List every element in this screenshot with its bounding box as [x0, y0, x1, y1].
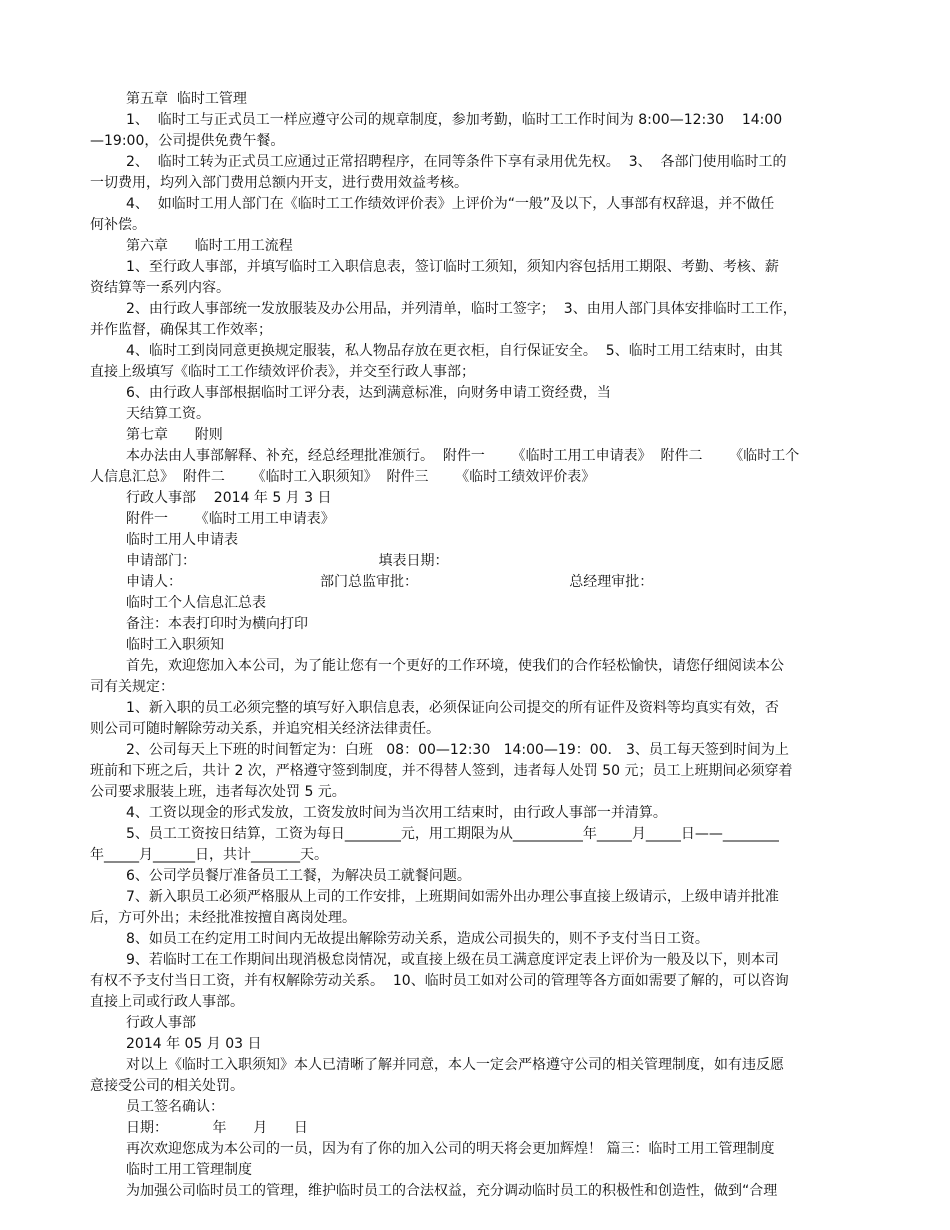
- text-line: 再次欢迎您成为本公司的一员，因为有了你的加入公司的明天将会更加辉煌！ 篇三：临时工用工管理制度: [126, 1141, 775, 1157]
- text-line: 意接受公司的相关处罚。: [90, 1078, 244, 1094]
- attachment-title: 附件一 《临时工用工申请表》: [126, 511, 335, 527]
- date-field: 日期： 年 月 日: [126, 1120, 308, 1136]
- text-line: 4、临时工到岗同意更换规定服装，私人物品存放在更衣柜，自行保证安全。 5、临时工用工结束时，由其: [126, 343, 783, 359]
- form-fields-row-2: 申请人： 部门总监审批： 总经理审批：: [126, 574, 654, 590]
- text-line: 对以上《临时工入职须知》本人已清晰了解并同意，本人一定会严格遵守公司的相关管理制度，如有违反愿: [126, 1057, 784, 1073]
- signature-date: 2014 年 05 月 03 日: [126, 1036, 262, 1052]
- text-line: 为加强公司临时员工的管理，维护临时员工的合法权益，充分调动临时员工的积极性和创造性，做到“合理: [126, 1183, 778, 1199]
- text-line: 1、 临时工与正式员工一样应遵守公司的规章制度，参加考勤，临时工工作时间为 8:00—12:30 14:00: [126, 112, 783, 128]
- text-line: 6、公司学员餐厅准备员工工餐，为解决员工就餐问题。: [126, 868, 471, 884]
- text-line: 人信息汇总》 附件二 《临时工入职须知》 附件三 《临时工绩效评价表》: [90, 469, 596, 485]
- form-title: 临时工用人申请表: [126, 532, 238, 548]
- employee-signature-label: 员工签名确认：: [126, 1099, 224, 1115]
- text-line: 2、公司每天上下班的时间暂定为：白班 08：00—12:30 14:00—19：00． 3、员工每天签到时间为上: [126, 742, 789, 758]
- text-line: 4、工资以现金的形式发放，工资发放时间为当次用工结束时，由行政人事部一并清算。: [126, 805, 667, 821]
- text-line: 本办法由人事部解释、补充，经总经理批准颁行。 附件一 《临时工用工申请表》 附件二 《临时工个: [126, 448, 800, 464]
- text-line: 6、由行政人事部根据临时工评分表，达到满意标准，向财务申请工资经费，当: [126, 385, 611, 401]
- chapter-7-heading: 第七章 附则: [126, 427, 223, 443]
- text-line: 司有关规定：: [90, 679, 174, 695]
- text-line: 一切费用，均列入部门费用总额内开支，进行费用效益考核。: [90, 175, 468, 191]
- text-line: 1、新入职的员工必须完整的填写好入职信息表，必须保证向公司提交的所有证件及资料等均真实有效，否: [126, 700, 779, 716]
- text-line: 2、 临时工转为正式员工应通过正常招聘程序，在同等条件下享有录用优先权。 3、 各部门使用临时工的: [126, 154, 787, 170]
- text-line: 首先，欢迎您加入本公司，为了能让您有一个更好的工作环境，使我们的合作轻松愉快，请您仔细阅读本公: [126, 658, 784, 674]
- text-line: 2、由行政人事部统一发放服装及办公用品，并列清单，临时工签字； 3、由用人部门具体安排临时工工作，: [126, 301, 797, 317]
- text-line: 7、新入职员工必须严格服从上司的工作安排，上班期间如需外出办理公事直接上级请示，上级申请并批准: [126, 889, 779, 905]
- text-line: 天结算工资。: [126, 406, 210, 422]
- text-line: 直接上级填写《临时工工作绩效评价表》，并交至行政人事部；: [90, 364, 475, 380]
- chapter-5-heading: 第五章 临时工管理: [126, 91, 247, 107]
- text-line: 8、如员工在约定用工时间内无故提出解除劳动关系，造成公司损失的，则不予支付当日工资。: [126, 931, 709, 947]
- chapter-6-heading: 第六章 临时工用工流程: [126, 238, 293, 254]
- form-title: 临时工个人信息汇总表: [126, 595, 266, 611]
- signature-dept-date: 行政人事部 2014 年 5 月 3 日: [126, 490, 332, 506]
- text-line: 1、至行政人事部，并填写临时工入职信息表，签订临时工须知，须知内容包括用工期限、考勤、考核、薪: [126, 259, 779, 275]
- text-line: 班前和下班之后，共计 2 次，严格遵守签到制度，并不得替人签到，违者每人处罚 50 元；员工上班期间必须穿着: [90, 763, 793, 779]
- section-title: 临时工用工管理制度: [126, 1162, 252, 1178]
- text-line: 何补偿。: [90, 217, 146, 233]
- note-line: 备注：本表打印时为横向打印: [126, 616, 308, 632]
- text-line: 直接上司或行政人事部。: [90, 994, 244, 1010]
- text-line: 有权不予支付当日工资，并有权解除劳动关系。 10、临时员工如对公司的管理等各方面如需要了解的，可以咨询: [90, 973, 789, 989]
- text-line: —19:00，公司提供免费午餐。: [90, 133, 285, 149]
- text-line: 资结算等一系列内容。: [90, 280, 230, 296]
- text-line: 9、若临时工在工作期间出现消极怠岗情况，或直接上级在员工满意度评定表上评价为一般及以下，则本司: [126, 952, 779, 968]
- text-line: 并作监督，确保其工作效率；: [90, 322, 272, 338]
- section-title: 临时工入职须知: [126, 637, 224, 653]
- text-line: 后，方可外出；未经批准按擅自离岗处理。: [90, 910, 356, 926]
- text-line: 则公司可随时解除劳动关系，并追究相关经济法律责任。: [90, 721, 440, 737]
- text-line: 5、员工工资按日结算，工资为每日________元，用工期限为从__________年_____月_____日——________: [126, 826, 779, 842]
- form-fields-row-1: 申请部门： 填表日期：: [126, 553, 449, 569]
- text-line: 年_____月______日，共计_______天。: [90, 847, 328, 863]
- text-line: 公司要求服装上班，违者每次处罚 5 元。: [90, 784, 346, 800]
- text-line: 4、 如临时工用人部门在《临时工工作绩效评价表》上评价为“一般”及以下，人事部有权辞退，并不做任: [126, 196, 775, 212]
- signature-dept: 行政人事部: [126, 1015, 196, 1031]
